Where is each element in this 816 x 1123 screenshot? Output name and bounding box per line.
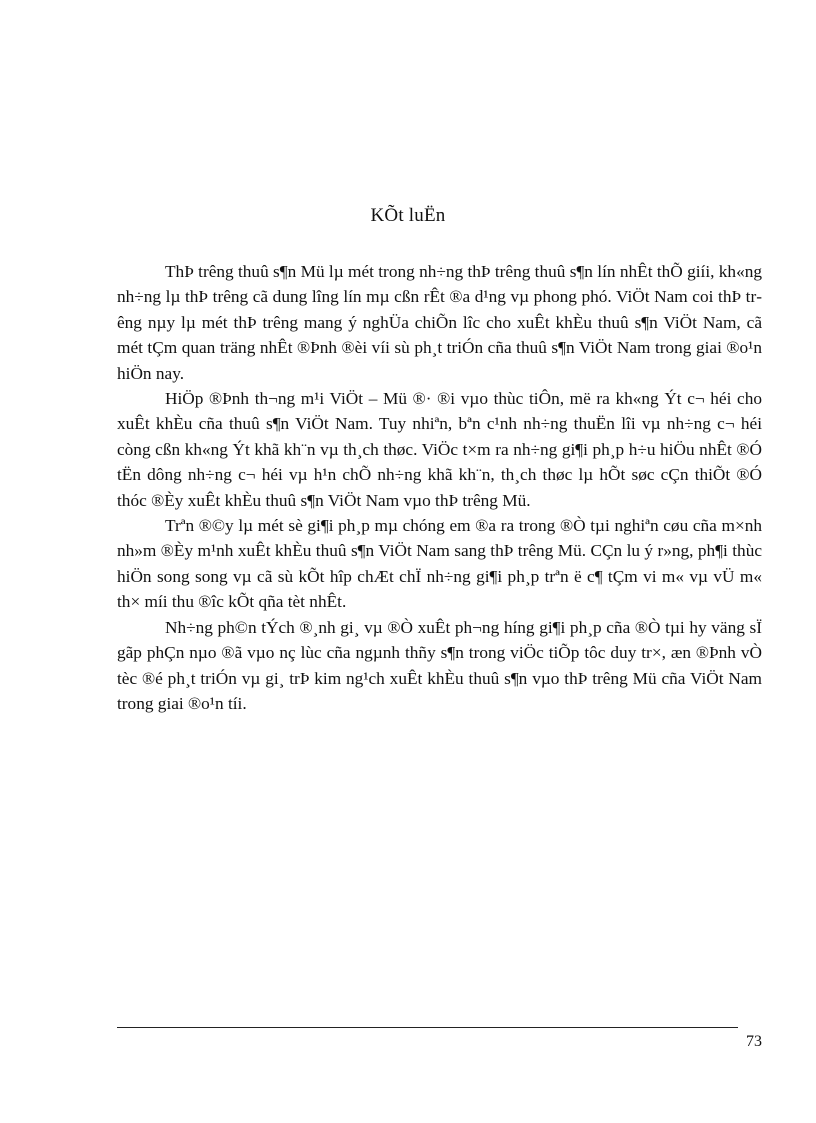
paragraph-3: Trªn ®©y lµ mét sè gi¶i ph¸p mµ chóng em ®a ra trong ®Ò tµi nghiªn cøu cña m×nh nh»m ®Èy m¹nh xuÊt khÈu thuû s¶n ViÖt Nam sang thÞ trêng Mü. CÇn lu ý r»ng, ph¶i thùc hiÖn song song vµ cã sù kÕt hîp chÆt chÏ nh÷ng gi¶i ph¸p trªn ë c¶ tÇm vi m« vµ vÜ m« th× míi thu ®îc kÕt qña tèt nhÊt. [117, 516, 762, 612]
paragraph-4: Nh÷ng ph©n tÝch ®¸nh gi¸ vµ ®Ò xuÊt ph¬ng híng gi¶i ph¸p cña ®Ò tµi hy väng sÏ gãp phÇn nµo ®ã vµo nç lùc cña ngµnh thñy s¶n trong viÖc tiÕp tôc duy tr×, æn ®Þnh vÒ tèc ®é ph¸t triÓn vµ gi¸ trÞ kim ng¹ch xuÊt khÈu thuû s¶n vµo thÞ trêng Mü cña ViÖt Nam trong giai ®o¹n tíi. [117, 617, 762, 713]
paragraph-2: HiÖp ®Þnh th¬ng m¹i ViÖt – Mü ®· ®i vµo thùc tiÔn, më ra kh«ng Ýt c¬ héi cho xuÊt khÈu cña thuû s¶n ViÖt Nam. Tuy nhiªn, bªn c¹nh nh÷ng thuËn lîi vµ nh÷ng c¬ héi còng cßn kh«ng Ýt khã kh¨n vµ th¸ch thøc. ViÖc t×m ra nh÷ng gi¶i ph¸p h÷u hiÖu nhÊt ®Ó tËn dông nh÷ng c¬ héi vµ h¹n chÕ nh÷ng khã kh¨n, th¸ch thøc lµ hÕt søc cÇn thiÕt ®Ó thóc ®Èy xuÊt khÈu thuû s¶n ViÖt Nam vµo thÞ trêng Mü. [117, 389, 762, 510]
page-number: 73 [746, 1033, 762, 1050]
section-title: KÕt luËn [370, 205, 446, 226]
paragraph-1: ThÞ trêng thuû s¶n Mü lµ mét trong nh÷ng thÞ trêng thuû s¶n lín nhÊt thÕ giíi, kh«ng nh÷ng lµ thÞ trêng cã dung lîng lín mµ cßn rÊt ®a d¹ng vµ phong phó. ViÖt Nam coi thÞ trêng nµy lµ mét thÞ trêng mang ý nghÜa chiÕn lîc cho xuÊt khÈu thuû s¶n ViÖt Nam, cã mét tÇm quan träng nhÊt ®Þnh ®èi víi sù ph¸t triÓn cña thuû s¶n ViÖt Nam trong giai ®o¹n hiÖn nay. [117, 262, 762, 383]
conclusion-body [117, 259, 762, 716]
footer-divider [117, 1027, 738, 1028]
